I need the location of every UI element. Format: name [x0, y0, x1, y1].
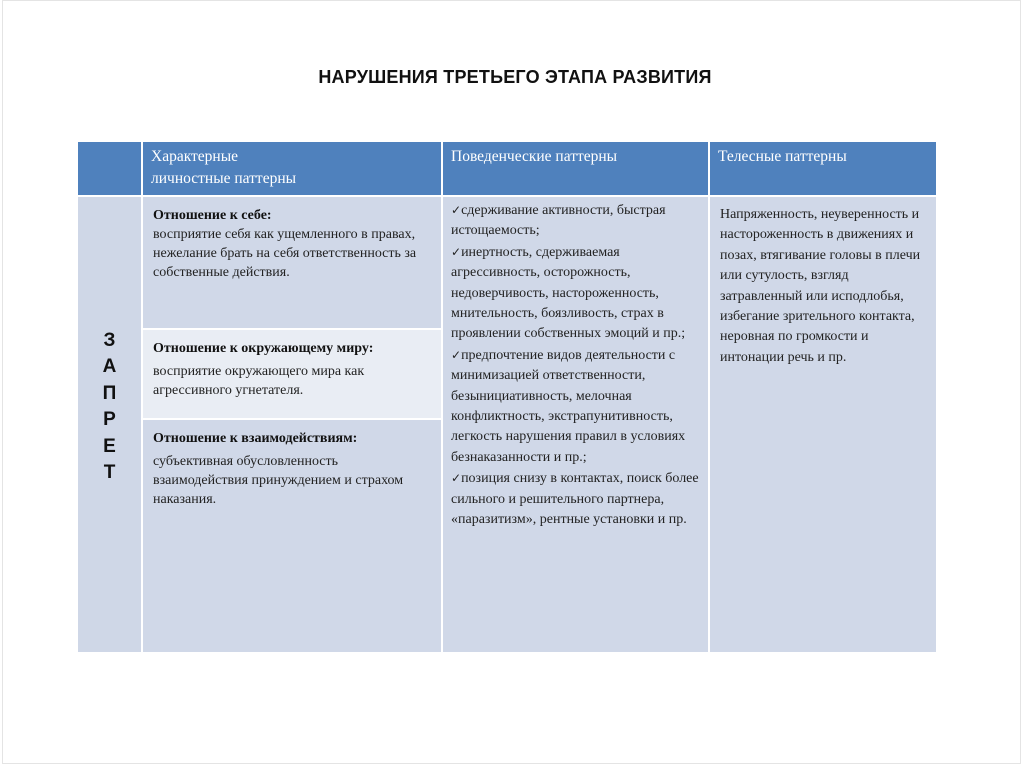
behavioral-cell: [443, 197, 708, 652]
bodily-text: Напряженность, неуверенность и настороженность в движениях и позах, втягивание головы в плечи или сутулость, взгляд затравленный или исподлобья, избегание зрительного контакта, неровная по громкости и интонации речь и пр.: [720, 207, 921, 365]
checkmark-icon: ✓: [451, 244, 462, 259]
personality-interactions-cell: [143, 420, 441, 652]
slide: [2, 0, 1021, 764]
personality-self-text: восприятие себя как ущемленного в правах, нежелание брать на себя ответственность за собственные действия.: [153, 227, 417, 280]
row-label-letter: А: [102, 356, 117, 378]
personality-interactions-text: субъективная обусловленность взаимодействия принуждением и страхом наказания.: [153, 454, 404, 507]
header-behavioral: Поведенческие паттерны: [443, 142, 708, 195]
row-label-letter: П: [102, 382, 117, 404]
personality-world-cell: [143, 330, 441, 418]
personality-world-text: восприятие окружающего мира как агрессивного угнетателя.: [153, 364, 365, 398]
personality-self-cell: [143, 197, 441, 328]
patterns-table: [78, 142, 936, 652]
personality-world-heading: Отношение к окружающему миру:: [153, 341, 374, 356]
bodily-cell: [710, 197, 936, 652]
header-bodily: Телесные паттерны: [710, 142, 936, 195]
header-empty-cell: [78, 142, 141, 195]
behavioral-item: ✓инертность, сдерживаемая агрессивность, осторожность, недоверчивость, настороженность, мнительность, боязливость, страх в проявлении собственных эмоций и пр.;: [451, 244, 686, 342]
row-label-cell: [78, 197, 141, 652]
personality-self-heading: Отношение к себе:: [153, 208, 272, 223]
checkmark-icon: ✓: [451, 203, 462, 217]
row-label-vertical-text: [78, 328, 141, 486]
checkmark-icon: ✓: [451, 347, 462, 362]
behavioral-item: ✓сдерживание активности, быстрая истощаемость;: [451, 203, 666, 239]
slide-title: НАРУШЕНИЯ ТРЕТЬЕГО ЭТАПА РАЗВИТИЯ: [318, 67, 712, 87]
checkmark-icon: ✓: [451, 471, 462, 486]
row-label-letter: Е: [103, 435, 116, 457]
row-label-letter: З: [103, 330, 116, 351]
personality-interactions-heading: Отношение к взаимодействиям:: [153, 431, 358, 446]
header-personality: Характерные личностные паттерны: [143, 142, 441, 195]
behavioral-item: ✓позиция снизу в контактах, поиск более сильного и решительного партнера, «паразитизм», рентные установки и пр.: [451, 471, 699, 528]
row-label-letter: Т: [103, 462, 116, 484]
row-label-letter: Р: [103, 409, 116, 431]
behavioral-item: ✓предпочтение видов деятельности с минимизацией ответственности, безынициативность, мелочная конфликтность, экстрапунитивность, легкость нарушения правил в условиях безнаказанности и пр.;: [451, 347, 686, 465]
